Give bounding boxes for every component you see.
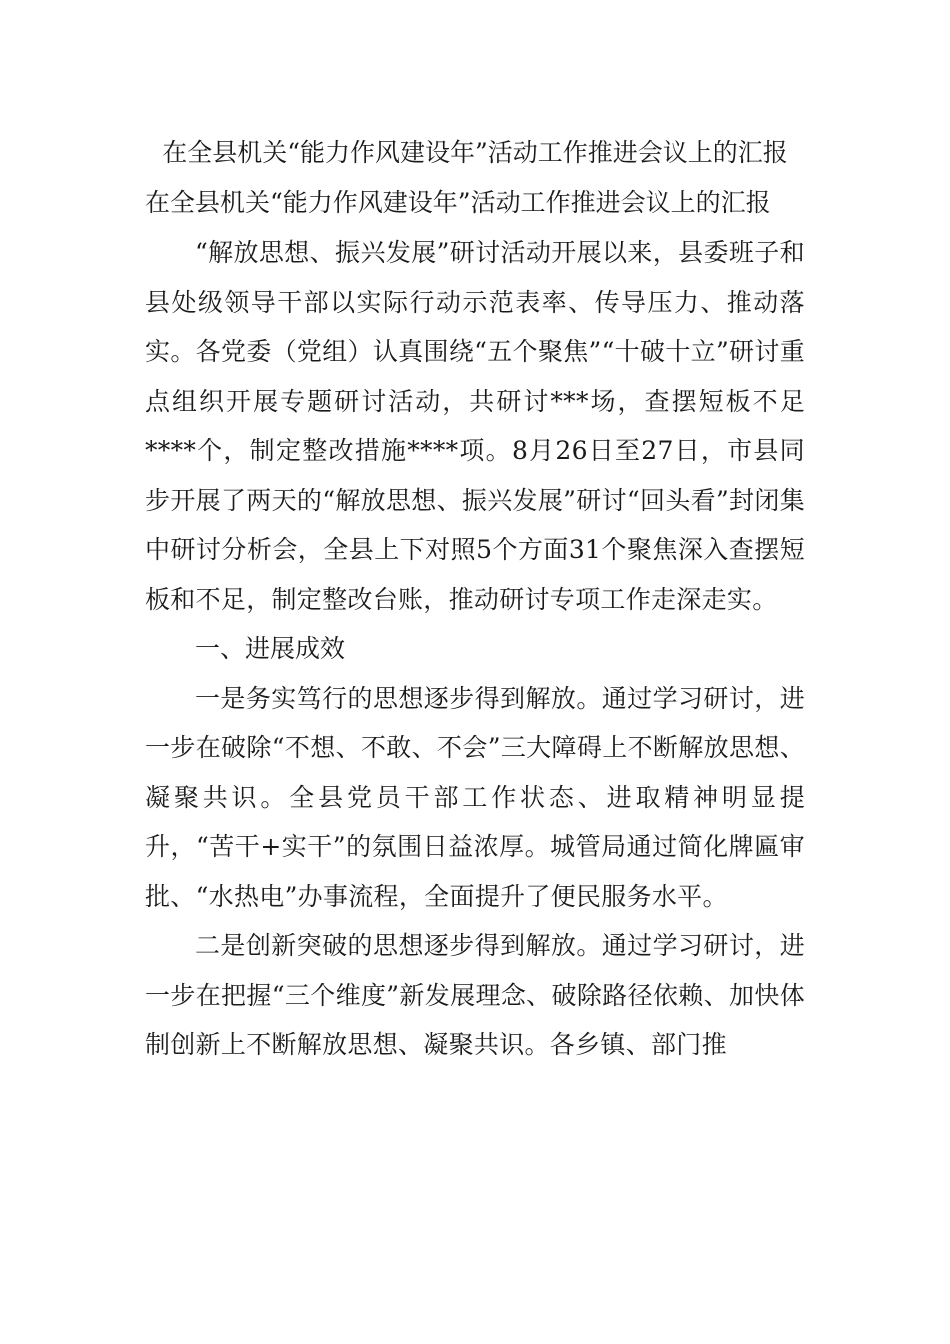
paragraph-point-two: 二是创新突破的思想逐步得到解放。通过学习研讨，进一步在把握“三个维度”新发展理念、破除路径依赖、加快体制创新上不断解放思想、凝聚共识。各乡镇、部门推 — [145, 931, 805, 1059]
section-heading-progress: 一、进展成效 — [195, 634, 346, 663]
paragraph-intro: “解放思想、振兴发展”研讨活动开展以来，县委班子和县处级领导干部以实际行动示范表率、传导压力、推动落实。各党委（党组）认真围绕“五个聚焦”“十破十立”研讨重点组织开展专题研讨活动，共研讨***场，查摆短板不足****个，制定整改措施****项。8月26日至27日，市县同步开展了两天的“解放思想、振兴发展”研讨“回头看”封闭集中研讨分析会，全县上下对照5个方面31个聚焦深入查摆短板和不足，制定整改台账，推动研讨专项工作走深走实。 — [145, 238, 805, 614]
document-title: 在全县机关“能力作风建设年”活动工作推进会议上的汇报 — [162, 138, 788, 167]
document-page — [145, 128, 805, 1070]
paragraph-point-one: 一是务实笃行的思想逐步得到解放。通过学习研讨，进一步在破除“不想、不敢、不会”三大障碍上不断解放思想、凝聚共识。全县党员干部工作状态、进取精神明显提升，“苦干+实干”的氛围日益浓厚。城管局通过简化牌匾审批、“水热电”办事流程，全面提升了便民服务水平。 — [145, 683, 805, 911]
document-subtitle: 在全县机关“能力作风建设年”活动工作推进会议上的汇报 — [145, 188, 771, 217]
